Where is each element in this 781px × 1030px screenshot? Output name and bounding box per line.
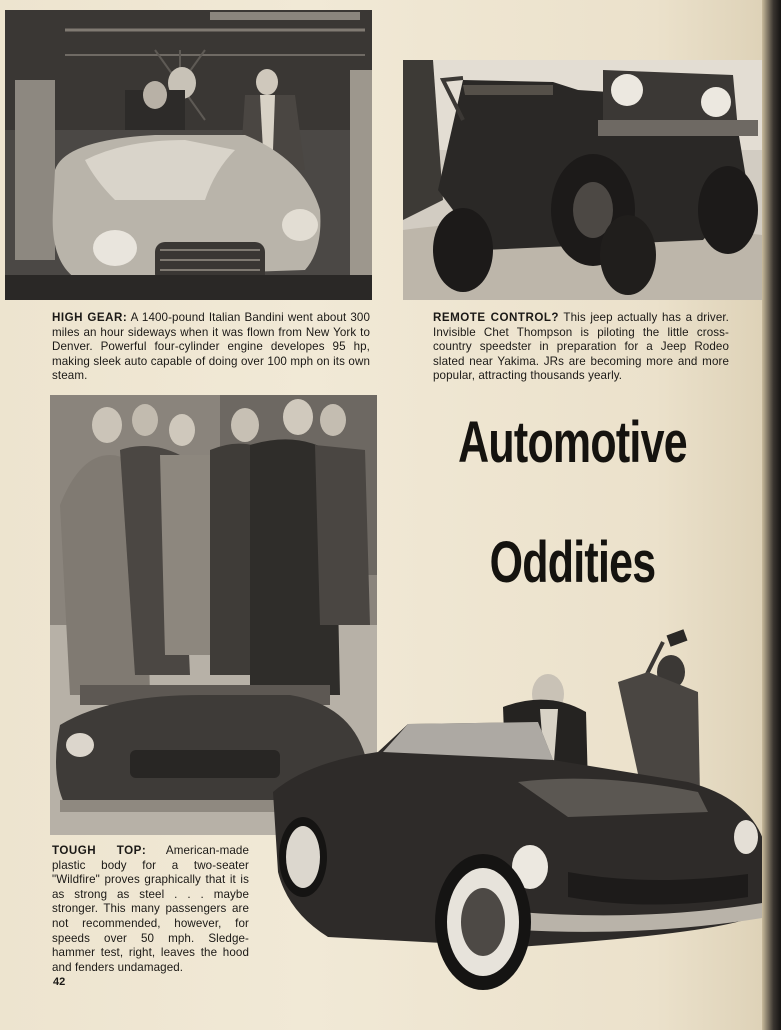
jeep-caption	[433, 311, 729, 384]
jeep-caption-lead: REMOTE CONTROL?	[433, 311, 560, 324]
binding-edge	[762, 0, 781, 1030]
wildfire-caption	[52, 844, 249, 975]
wildfire-caption-lead: TOUGH TOP:	[52, 844, 147, 857]
wildfire-sledgehammer-photo	[268, 612, 772, 1007]
jeep-caption-body: This jeep actually has a driver. Invisible Chet Thompson is piloting the little cross-country speedster in preparation for a Jeep Rodeo slated near Yakima. JRs are becoming more and more popular, attracting thousands yearly.	[433, 311, 730, 383]
page-number: 42	[53, 976, 66, 988]
article-title-line2: Oddities	[489, 530, 656, 595]
bandini-caption-lead: HIGH GEAR:	[52, 311, 128, 324]
wildfire-caption-body: American-made plastic body for a two-seater "Wildfire" proves graphically that it is as strong as steel . . . maybe stronger. This many passengers are not recommended, however, for speeds over 50 mph. Sledge-hammer test, right, leaves the hood and fenders undamaged.	[52, 844, 250, 974]
jeep-photo	[403, 60, 762, 300]
bandini-caption	[52, 311, 370, 384]
article-title-line1: Automotive	[458, 410, 687, 475]
bandini-photo	[5, 10, 372, 300]
bandini-caption-body: A 1400-pound Italian Bandini went about 300 miles an hour sideways when it was flown from New York to Denver. Powerful four-cylinder engine developes 95 hp, making sleek auto capable of doing over 100 mph on its own steam.	[52, 311, 370, 383]
